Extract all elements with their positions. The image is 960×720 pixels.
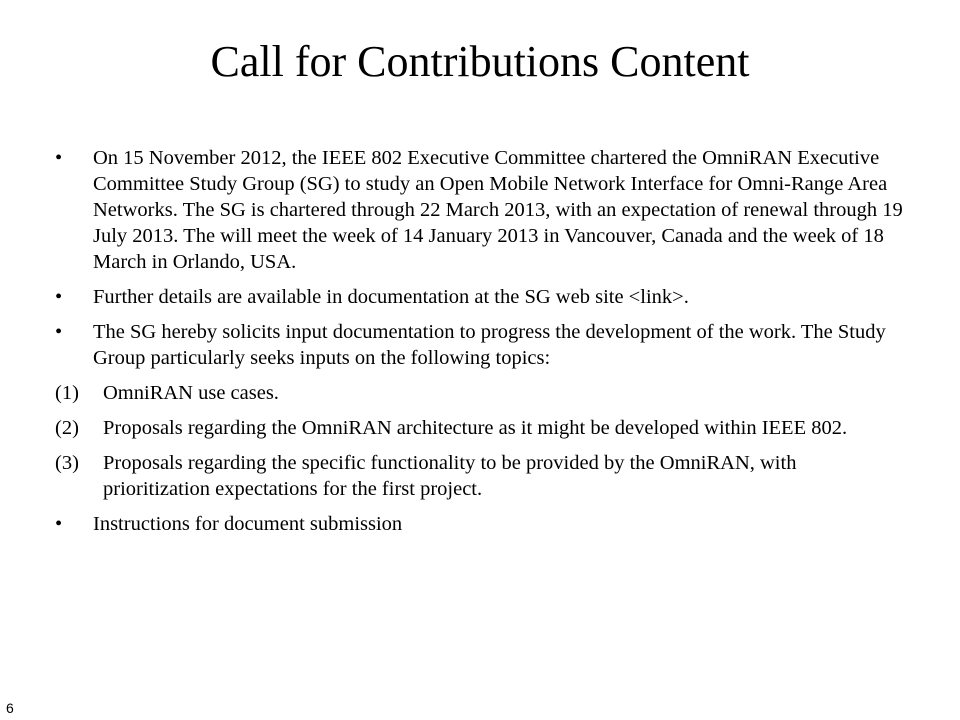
slide-title: Call for Contributions Content xyxy=(210,37,750,86)
bullet-item-instructions xyxy=(55,511,905,537)
bullet-text: The SG hereby solicits input documentation to progress the development of the work. The Study Group particularly seeks inputs on the following topics: xyxy=(93,321,886,369)
bullet-icon: • xyxy=(55,286,63,308)
bullet-icon: • xyxy=(55,147,63,169)
topic-number: (3) xyxy=(55,452,79,474)
topic-item-2 xyxy=(55,415,905,441)
topic-item-1 xyxy=(55,380,905,406)
bullet-text: Instructions for document submission xyxy=(93,513,403,535)
bullet-icon: • xyxy=(55,321,63,343)
topic-text: Proposals regarding the specific functionality to be provided by the OmniRAN, with prioritization expectations for the first project. xyxy=(103,452,797,500)
bullet-item-solicitation xyxy=(55,319,905,371)
page-number: 6 xyxy=(6,700,14,716)
topic-text: OmniRAN use cases. xyxy=(103,382,279,404)
bullet-text: On 15 November 2012, the IEEE 802 Executive Committee chartered the OmniRAN Executive Committee Study Group (SG) to study an Open Mobile Network Interface for Omni-Range Area Networks. The SG is chartered through 22 March 2013, with an expectation of renewal through 19 July 2013. The will meet the week of 14 January 2013 in Vancouver, Canada and the week of 18 March in Orlando, USA. xyxy=(93,147,903,273)
bullet-text: Further details are available in documentation at the SG web site <link>. xyxy=(93,286,689,308)
topic-number: (2) xyxy=(55,417,79,439)
topic-item-3 xyxy=(55,450,905,502)
topic-text: Proposals regarding the OmniRAN architecture as it might be developed within IEEE 802. xyxy=(103,417,848,439)
bullet-icon: • xyxy=(55,513,63,535)
bullet-item-details xyxy=(55,284,905,310)
topic-number: (1) xyxy=(55,382,79,404)
slide-body xyxy=(55,145,905,546)
bullet-item-charter xyxy=(55,145,905,275)
